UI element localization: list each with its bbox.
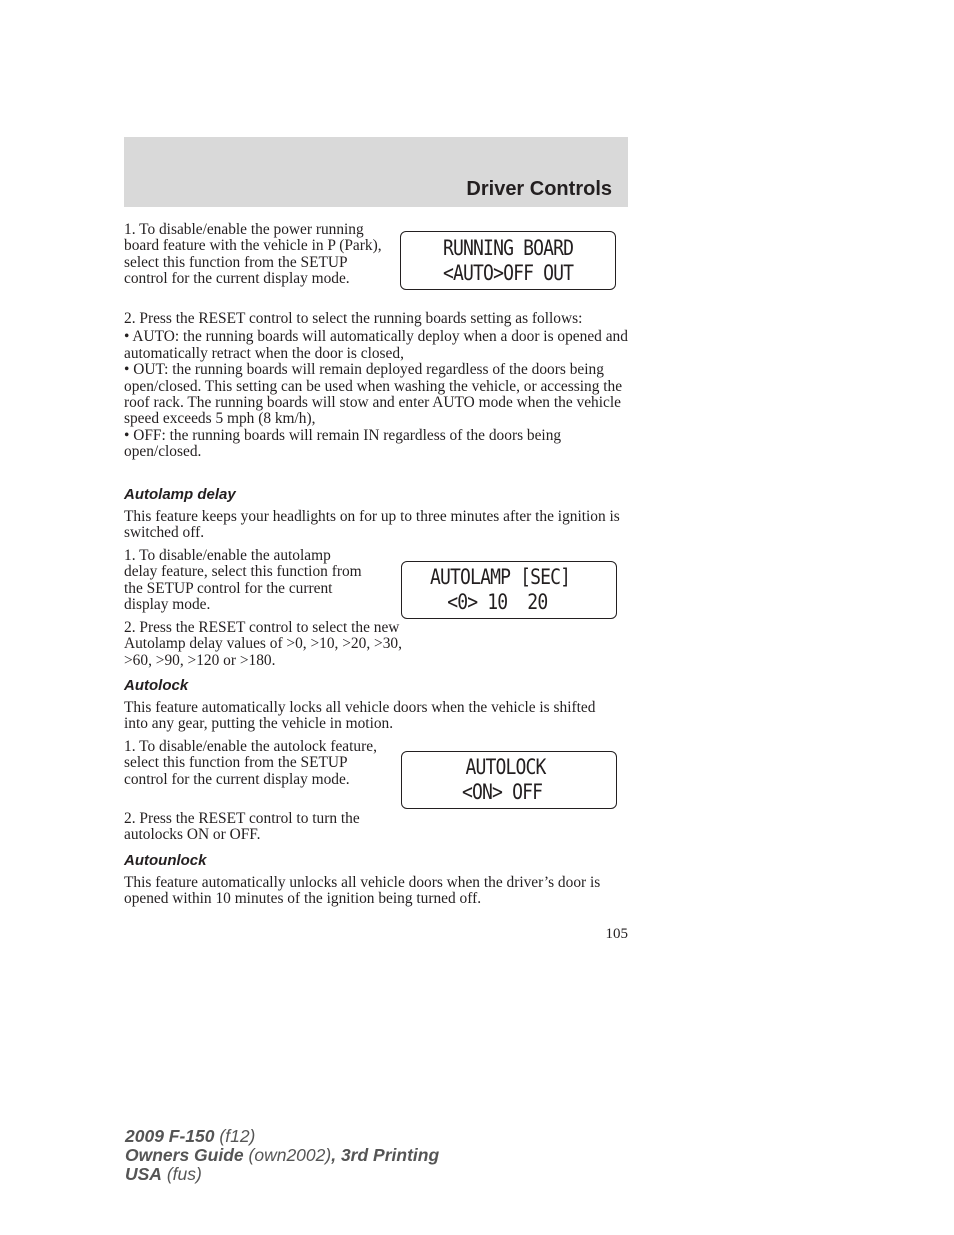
footer-model-code: (f12)	[219, 1126, 256, 1146]
autolamp-display-line1: AUTOLAMP [SEC]	[430, 565, 571, 589]
autolamp-intro: This feature keeps your headlights on for up to three minutes after the ignition is switched off.	[124, 508, 620, 542]
autolock-display	[401, 751, 617, 809]
running-board-bullet-out: • OUT: the running boards will remain deployed regardless of the doors being open/closed. This setting can be used when washing the vehicle, or accessing the roof rack. The running boards will stow and enter AUTO mode when the vehicle speed exceeds 5 mph (8 km/h),	[124, 361, 623, 428]
running-board-bullet-off: • OFF: the running boards will remain IN regardless of the doors being open/closed.	[124, 426, 562, 461]
autolock-display-line1: AUTOLOCK	[465, 755, 546, 779]
footer-line1	[125, 1127, 439, 1146]
running-board-step2: 2. Press the RESET control to select the running boards setting as follows:	[124, 310, 583, 327]
footer-guide: Owners Guide	[125, 1145, 244, 1165]
footer-line2	[125, 1146, 439, 1165]
autolamp-heading: Autolamp delay	[124, 486, 236, 503]
footer-line3	[125, 1165, 439, 1184]
autolock-intro: This feature automatically locks all vehicle doors when the vehicle is shifted into any gear, putting the vehicle in motion.	[124, 699, 596, 733]
section-header-band	[124, 137, 628, 207]
running-board-display-line2: <AUTO>OFF OUT	[443, 260, 574, 285]
autolamp-step1: 1. To disable/enable the autolamp delay feature, select this function from the SETUP control for the current display mode.	[124, 547, 362, 614]
footer-printing: , 3rd Printing	[331, 1145, 440, 1165]
autolock-step2: 2. Press the RESET control to turn the autolocks ON or OFF.	[124, 810, 360, 844]
footer-print-info	[125, 1127, 439, 1184]
running-board-bullet-auto: • AUTO: the running boards will automatically deploy when a door is opened and automatically retract when the door is closed,	[124, 328, 628, 362]
autolock-display-line2: <ON> OFF	[462, 780, 543, 804]
autolock-heading: Autolock	[124, 677, 189, 694]
running-board-step1-text: 1. To disable/enable the power running board feature with the vehicle in P (Park), select this function from the SETUP control for the current display mode.	[124, 221, 382, 288]
running-board-display-line1: RUNNING BOARD	[443, 235, 574, 260]
running-board-display	[400, 231, 616, 290]
footer-region: USA	[125, 1164, 162, 1184]
footer-guide-code: (own2002)	[248, 1145, 332, 1165]
footer-region-code: (fus)	[166, 1164, 202, 1184]
autounlock-heading: Autounlock	[124, 852, 207, 869]
footer-model: 2009 F-150	[125, 1126, 215, 1146]
section-title: Driver Controls	[466, 178, 612, 200]
autounlock-intro: This feature automatically unlocks all vehicle doors when the driver’s door is opened within 10 minutes of the ignition being turned off.	[124, 874, 601, 908]
running-board-settings	[124, 311, 628, 461]
autolamp-display-line2: <0> 10 20	[447, 590, 548, 614]
autolock-step1: 1. To disable/enable the autolock feature, select this function from the SETUP control for the current display mode.	[124, 738, 377, 788]
autolamp-display	[401, 561, 617, 619]
page-number: 105	[605, 926, 628, 942]
autolamp-step2: 2. Press the RESET control to select the new Autolamp delay values of >0, >10, >20, >30, >60, >90, >120 or >180.	[124, 619, 402, 669]
running-board-step1	[124, 222, 382, 288]
